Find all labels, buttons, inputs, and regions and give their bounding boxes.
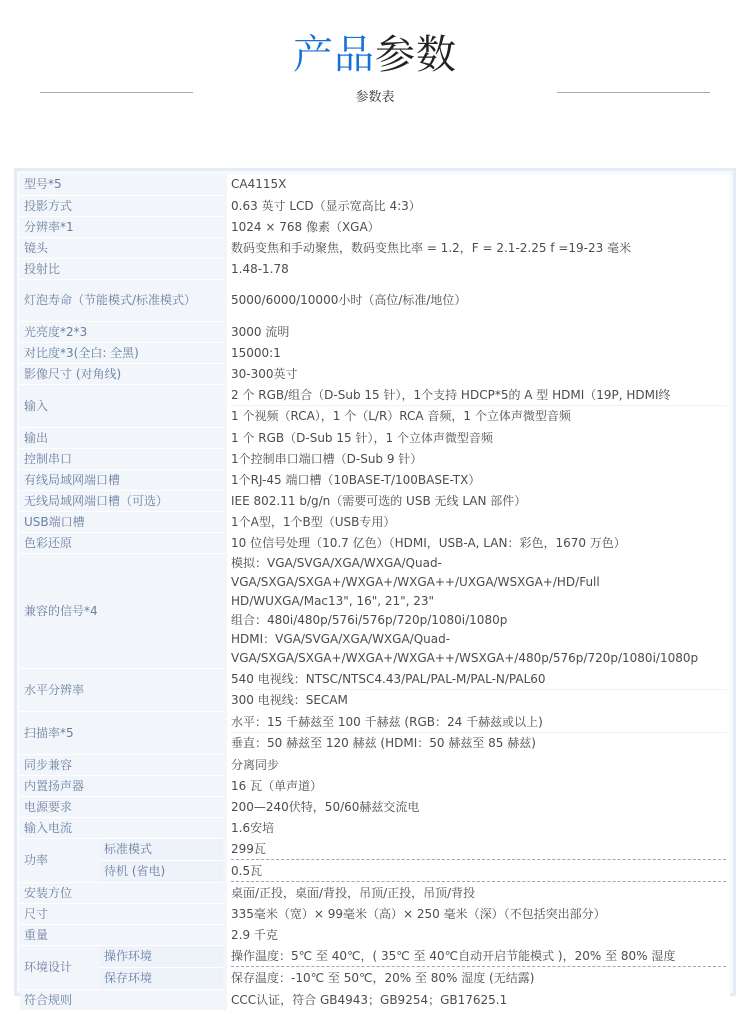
spec-label: 水平分辨率 [20, 668, 225, 711]
spec-row-power-standby [20, 860, 730, 882]
spec-value-line: 0.5瓦 [231, 861, 726, 882]
spec-value: 1.48-1.78 [225, 258, 730, 279]
spec-label: 兼容的信号*4 [20, 553, 225, 668]
spec-row-dimensions [20, 903, 730, 924]
spec-row-lamp-life [20, 279, 730, 321]
spec-value-line: 2 个 RGB/组合（D-Sub 15 针），1个支持 HDCP*5的 A 型 HDMI（19P, HDMI终 [231, 385, 726, 406]
spec-sub-label: 待机 (省电) [100, 860, 225, 882]
spec-label: 扫描率*5 [20, 711, 225, 754]
spec-value-line: 模拟：VGA/SVGA/XGA/WXGA/Quad- [231, 555, 442, 570]
spec-value [225, 838, 730, 860]
spec-label: 有线局域网端口槽 [20, 469, 225, 490]
spec-label: 重量 [20, 924, 225, 945]
spec-value: 10 位信号处理（10.7 亿色）（HDMI，USB-A, LAN：彩色，1670 万色） [225, 532, 730, 553]
spec-label: 色彩还原 [20, 532, 225, 553]
spec-value-line: 299瓦 [231, 839, 726, 860]
spec-table [20, 174, 730, 1011]
spec-value [225, 384, 730, 427]
spec-label: 电源要求 [20, 796, 225, 817]
spec-label: 影像尺寸 (对角线) [20, 363, 225, 384]
spec-value-line: 300 电视线：SECAM [231, 692, 348, 707]
spec-row-signals [20, 553, 730, 668]
spec-row-power-standard [20, 838, 730, 860]
spec-value [225, 553, 730, 668]
spec-label: 输出 [20, 427, 225, 448]
spec-value: 数码变焦和手动聚焦，数码变焦比率 = 1.2，F = 2.1-2.25 f =19-23 毫米 [225, 237, 730, 258]
spec-value-line: VGA/SXGA/SXGA+/WXGA+/WXGA++/UXGA/WSXGA+/HD/Full [231, 574, 600, 589]
spec-value: 0.63 英寸 LCD（显示宽高比 4:3） [225, 195, 730, 216]
spec-value: 1.6安培 [225, 817, 730, 838]
spec-group-label: 功率 [20, 838, 100, 882]
spec-sub-label: 标准模式 [100, 838, 225, 860]
spec-value-line: HDMI：VGA/SVGA/XGA/WXGA/Quad- [231, 631, 451, 646]
spec-label: 输入电流 [20, 817, 225, 838]
spec-row-wireless-lan [20, 490, 730, 511]
spec-row-speaker [20, 775, 730, 796]
spec-value: 200—240伏特，50/60赫兹交流电 [225, 796, 730, 817]
spec-row-projection [20, 195, 730, 216]
spec-label: 控制串口 [20, 448, 225, 469]
spec-row-lens [20, 237, 730, 258]
spec-value-line: 水平：15 千赫兹至 100 千赫兹 (RGB：24 千赫兹或以上) [231, 712, 726, 733]
spec-label: 符合规则 [20, 989, 225, 1010]
spec-value: 335毫米（宽）× 99毫米（高）× 250 毫米（深）（不包括突出部分） [225, 903, 730, 924]
spec-table-frame [14, 168, 736, 1007]
spec-value: 2.9 千克 [225, 924, 730, 945]
spec-label: 型号*5 [20, 174, 225, 195]
spec-value: 1个RJ-45 端口槽（10BASE-T/100BASE-TX） [225, 469, 730, 490]
spec-row-weight [20, 924, 730, 945]
spec-label: 安装方位 [20, 882, 225, 903]
spec-label: 无线局域网端口槽（可选） [20, 490, 225, 511]
spec-value: 16 瓦（单声道） [225, 775, 730, 796]
spec-value: 30-300英寸 [225, 363, 730, 384]
spec-label: 投射比 [20, 258, 225, 279]
spec-sub-label: 保存环境 [100, 967, 225, 989]
spec-row-model [20, 174, 730, 195]
spec-row-env-operating [20, 945, 730, 967]
spec-row-throw-ratio [20, 258, 730, 279]
spec-value-line: 操作温度：5℃ 至 40℃，( 35℃ 至 40℃自动开启节能模式 )，20% 至 80% 湿度 [231, 946, 726, 967]
spec-value: 桌面/正投，桌面/背投，吊顶/正投，吊顶/背投 [225, 882, 730, 903]
spec-label: 镜头 [20, 237, 225, 258]
spec-label: 光亮度*2*3 [20, 321, 225, 342]
spec-row-brightness [20, 321, 730, 342]
spec-row-input-current [20, 817, 730, 838]
spec-value-line: 540 电视线：NTSC/NTSC4.43/PAL/PAL-M/PAL-N/PAL60 [231, 669, 726, 690]
spec-row-contrast [20, 342, 730, 363]
spec-label: 输入 [20, 384, 225, 427]
spec-label: 同步兼容 [20, 754, 225, 775]
spec-value: 分离同步 [225, 754, 730, 775]
spec-value-line: 垂直：50 赫兹至 120 赫兹 (HDMI：50 赫兹至 85 赫兹) [231, 735, 536, 750]
spec-row-scan-rate [20, 711, 730, 754]
spec-row-image-size [20, 363, 730, 384]
spec-value: IEE 802.11 b/g/n（需要可选的 USB 无线 LAN 部件） [225, 490, 730, 511]
spec-value-line: VGA/SXGA/SXGA+/WXGA+/WXGA++/WSXGA+/480p/576p/720p/1080i/1080p [231, 650, 699, 665]
spec-row-compliance [20, 989, 730, 1010]
spec-value [225, 668, 730, 711]
spec-value: 1024 × 768 像素（XGA） [225, 216, 730, 237]
page-subtitle: 参数表 [355, 90, 395, 105]
spec-label: 尺寸 [20, 903, 225, 924]
spec-row-output [20, 427, 730, 448]
spec-value-line: 1 个视频（RCA），1 个（L/R）RCA 音频，1 个立体声微型音频 [231, 408, 571, 423]
spec-label: USB端口槽 [20, 511, 225, 532]
spec-value: 1个控制串口端口槽（D-Sub 9 针） [225, 448, 730, 469]
spec-value: 1 个 RGB（D-Sub 15 针），1 个立体声微型音频 [225, 427, 730, 448]
spec-value-line: 组合：480i/480p/576i/576p/720p/1080i/1080p [231, 612, 508, 627]
spec-value: 3000 流明 [225, 321, 730, 342]
spec-group-label: 环境设计 [20, 945, 100, 989]
spec-label: 灯泡寿命（节能模式/标准模式） [20, 279, 225, 321]
spec-value [225, 945, 730, 967]
spec-row-wired-lan [20, 469, 730, 490]
spec-row-usb [20, 511, 730, 532]
page-header [0, 0, 750, 130]
spec-row-resolution [20, 216, 730, 237]
spec-value: CCC认证，符合 GB4943；GB9254；GB17625.1 [225, 989, 730, 1010]
spec-value [225, 860, 730, 882]
spec-row-color [20, 532, 730, 553]
spec-sub-label: 操作环境 [100, 945, 225, 967]
spec-row-power-req [20, 796, 730, 817]
spec-value: 15000:1 [225, 342, 730, 363]
spec-value [225, 967, 730, 989]
title-rest: 参数 [375, 32, 457, 78]
spec-row-h-resolution [20, 668, 730, 711]
spec-row-input [20, 384, 730, 427]
spec-value: CA4115X [225, 174, 730, 195]
spec-row-serial [20, 448, 730, 469]
title-highlight: 产品 [293, 32, 375, 78]
spec-value: 1个A型，1个B型（USB专用） [225, 511, 730, 532]
spec-value [225, 711, 730, 754]
spec-row-sync [20, 754, 730, 775]
spec-value-line: HD/WUXGA/Mac13", 16", 21", 23" [231, 593, 435, 608]
spec-row-mounting [20, 882, 730, 903]
spec-label: 对比度*3(全白: 全黑) [20, 342, 225, 363]
page-title [0, 32, 750, 78]
spec-row-env-storage [20, 967, 730, 989]
spec-label: 投影方式 [20, 195, 225, 216]
spec-label: 分辨率*1 [20, 216, 225, 237]
spec-value: 5000/6000/10000小时（高位/标准/地位） [225, 279, 730, 321]
spec-label: 内置扬声器 [20, 775, 225, 796]
title-divider-right [557, 92, 710, 93]
spec-value-line: 保存温度：-10℃ 至 50℃，20% 至 80% 湿度 (无结露) [231, 970, 535, 985]
